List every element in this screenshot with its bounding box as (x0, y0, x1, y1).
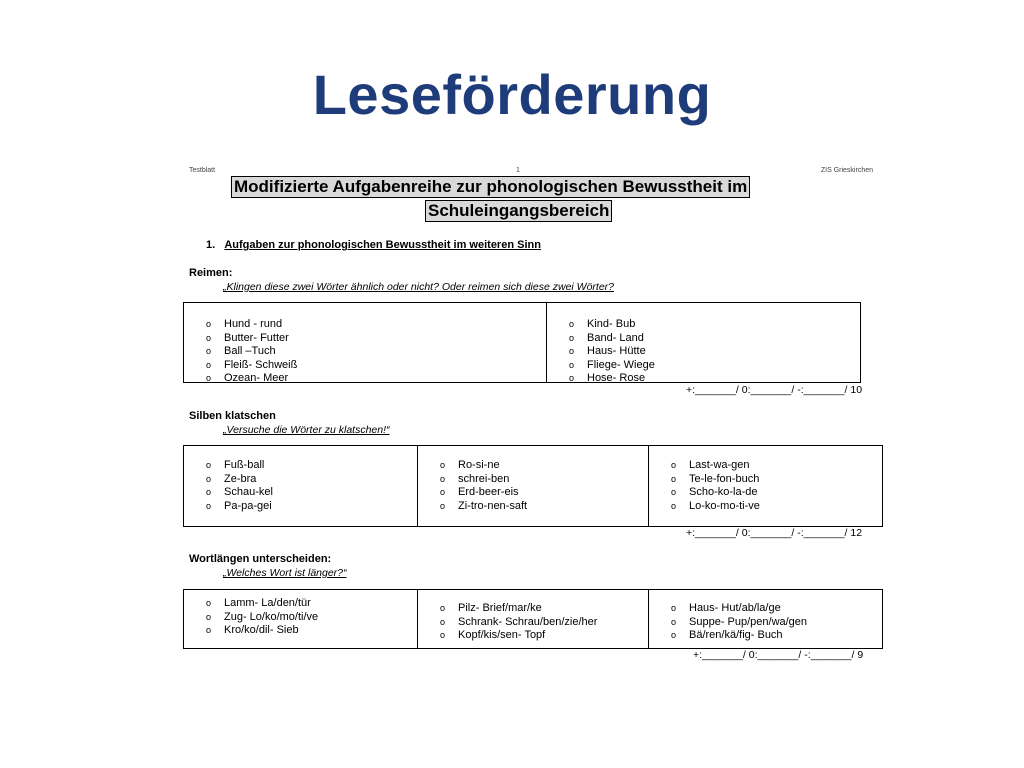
list-item: o Zug- Lo/ko/mo/ti/ve (206, 610, 319, 623)
reimen-box (183, 302, 861, 383)
list-item: o Last-wa-gen (671, 459, 750, 471)
silben-heading: Silben klatschen (189, 410, 276, 422)
section-1-label: Aufgaben zur phonologischen Bewusstheit im weiteren Sinn (224, 239, 541, 251)
doc-title-line-2: Schuleingangsbereich (425, 200, 612, 222)
silben-column-1 (184, 446, 418, 526)
list-item: o Ze-bra (206, 472, 257, 485)
wortlaengen-score: +:_______/ 0:_______/ -:_______/ 9 (693, 649, 864, 661)
list-item: o Fleiß- Schweiß (206, 358, 298, 371)
silben-box (183, 445, 883, 527)
list-item: o Lo-ko-mo-ti-ve (671, 499, 760, 512)
list-item: o Ro-si-ne (440, 459, 500, 471)
list-item: o Kind- Bub (569, 318, 636, 330)
wortlaengen-box (183, 589, 883, 649)
doc-header-page-number: 1 (516, 167, 520, 174)
list-item: o Lamm- La/den/tür (206, 597, 311, 609)
list-item: o Scho-ko-la-de (671, 486, 758, 498)
list-item: o Schrank- Schrau/ben/zie/her (440, 615, 598, 628)
worksheet-document (183, 163, 883, 663)
doc-title-line-1: Modifizierte Aufgabenreihe zur phonologischen Bewusstheit im (231, 176, 750, 198)
list-item: o Pilz- Brief/mar/ke (440, 602, 542, 614)
list-item: o Ball –Tuch (206, 345, 276, 357)
reimen-score: +:_______/ 0:_______/ -:_______/ 10 (686, 384, 863, 396)
list-item: o Band- Land (569, 331, 644, 344)
wortlaengen-column-1 (184, 590, 418, 648)
reimen-column-2 (547, 303, 860, 382)
list-item: o Bä/ren/kä/fig- Buch (671, 629, 783, 641)
list-item: o Kopf/kis/sen- Topf (440, 629, 546, 641)
reimen-column-1 (184, 303, 547, 382)
list-item: o Haus- Hütte (569, 345, 646, 357)
list-item: o Te-le-fon-buch (671, 472, 760, 485)
silben-column-3 (649, 446, 882, 526)
reimen-instruction: „Klingen diese zwei Wörter ähnlich oder nicht? Oder reimen sich diese zwei Wörter? (223, 281, 615, 293)
doc-header-right: ZIS Grieskirchen (820, 167, 873, 174)
list-item: o Schau-kel (206, 486, 273, 498)
list-item: o Haus- Hut/ab/la/ge (671, 602, 781, 614)
section-1-heading (206, 239, 541, 251)
silben-score: +:_______/ 0:_______/ -:_______/ 12 (686, 527, 863, 539)
slide-title: Leseförderung (312, 63, 712, 126)
list-item: o Erd-beer-eis (440, 486, 519, 498)
list-item: o Hose- Rose (569, 372, 646, 384)
reimen-heading: Reimen: (189, 267, 233, 279)
wortlaengen-column-3 (649, 590, 882, 648)
list-item: o schrei-ben (440, 472, 510, 485)
list-item: o Fuß-ball (206, 459, 265, 471)
section-1-number: 1. (206, 239, 216, 251)
list-item: o Fliege- Wiege (569, 358, 655, 371)
wortlaengen-instruction: „Welches Wort ist länger?“ (223, 567, 347, 579)
doc-header-left: Testblatt (189, 167, 216, 174)
list-item: o Pa-pa-gei (206, 499, 272, 512)
wortlaengen-heading: Wortlängen unterscheiden: (189, 553, 332, 565)
list-item: o Suppe- Pup/pen/wa/gen (671, 615, 808, 628)
list-item: o Hund - rund (206, 318, 283, 330)
wortlaengen-column-2 (418, 590, 649, 648)
list-item: o Zi-tro-nen-saft (440, 499, 528, 512)
silben-instruction: „Versuche die Wörter zu klatschen!“ (223, 424, 390, 436)
list-item: o Ozean- Meer (206, 372, 289, 384)
list-item: o Butter- Futter (206, 331, 289, 344)
silben-column-2 (418, 446, 649, 526)
list-item: o Kro/ko/dil- Sieb (206, 624, 299, 636)
